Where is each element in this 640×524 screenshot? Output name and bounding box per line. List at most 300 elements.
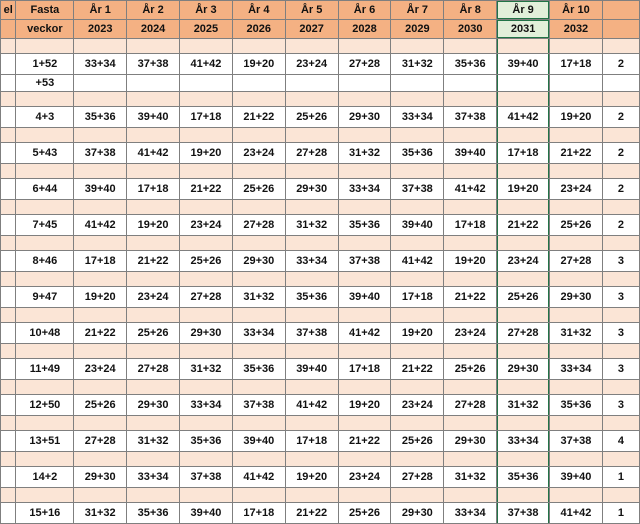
spacer-cell[interactable] xyxy=(391,380,444,395)
week-pair-cell[interactable]: 27+28 xyxy=(550,251,603,272)
week-pair-cell[interactable]: 23+24 xyxy=(550,179,603,200)
week-pair-cell[interactable]: 25+26 xyxy=(497,287,550,308)
spacer-cell[interactable] xyxy=(16,200,74,215)
spacer-cell[interactable] xyxy=(16,488,74,503)
header-cell[interactable]: veckor xyxy=(16,20,74,39)
spacer-cell[interactable] xyxy=(127,272,180,287)
spacer-cell[interactable] xyxy=(338,39,391,54)
spacer-cell[interactable] xyxy=(391,308,444,323)
week-pair-cell[interactable]: 37+38 xyxy=(232,395,285,416)
week-pair-cell[interactable]: 41+42 xyxy=(550,503,603,524)
spacer-cell[interactable] xyxy=(127,164,180,179)
spacer-cell[interactable] xyxy=(285,452,338,467)
week-pair-cell[interactable]: 33+34 xyxy=(338,179,391,200)
row-edge-cell[interactable] xyxy=(1,467,16,488)
row-edge-cell[interactable] xyxy=(1,107,16,128)
spacer-cell[interactable] xyxy=(550,380,603,395)
fixed-weeks-cell[interactable]: 6+44 xyxy=(16,179,74,200)
spacer-cell[interactable] xyxy=(180,128,233,143)
spacer-cell[interactable] xyxy=(1,452,16,467)
spacer-cell[interactable] xyxy=(391,272,444,287)
week-pair-cell[interactable]: 31+32 xyxy=(444,467,497,488)
week-pair-cell[interactable]: 27+28 xyxy=(497,323,550,344)
week-pair-cell[interactable]: 33+34 xyxy=(74,54,127,75)
week-pair-cell[interactable]: 17+18 xyxy=(444,215,497,236)
week-pair-cell[interactable]: 37+38 xyxy=(180,467,233,488)
header-cell[interactable]: Fasta xyxy=(16,1,74,20)
week-pair-cell[interactable]: 39+40 xyxy=(338,287,391,308)
spacer-cell[interactable] xyxy=(391,452,444,467)
spacer-cell[interactable] xyxy=(232,308,285,323)
spacer-cell[interactable] xyxy=(497,380,550,395)
spacer-cell[interactable] xyxy=(444,128,497,143)
spacer-cell[interactable] xyxy=(497,92,550,107)
empty-cell[interactable] xyxy=(180,75,233,92)
spacer-cell[interactable] xyxy=(1,344,16,359)
spacer-cell[interactable] xyxy=(127,416,180,431)
spacer-cell[interactable] xyxy=(391,344,444,359)
week-pair-cell[interactable]: 23+24 xyxy=(497,251,550,272)
week-pair-cell[interactable]: 37+38 xyxy=(127,54,180,75)
spacer-cell[interactable] xyxy=(16,452,74,467)
fixed-weeks-cell[interactable]: 14+2 xyxy=(16,467,74,488)
spacer-cell[interactable] xyxy=(127,128,180,143)
spacer-cell[interactable] xyxy=(497,488,550,503)
spacer-cell[interactable] xyxy=(444,416,497,431)
spacer-cell[interactable] xyxy=(127,39,180,54)
week-pair-cell[interactable]: 3 xyxy=(602,251,639,272)
spacer-cell[interactable] xyxy=(497,164,550,179)
fixed-weeks-cell[interactable]: 4+3 xyxy=(16,107,74,128)
fixed-weeks-cell[interactable]: 10+48 xyxy=(16,323,74,344)
week-pair-cell[interactable]: 29+30 xyxy=(74,467,127,488)
spacer-cell[interactable] xyxy=(602,308,639,323)
spacer-cell[interactable] xyxy=(180,164,233,179)
spacer-cell[interactable] xyxy=(338,416,391,431)
row-edge-cell[interactable] xyxy=(1,143,16,164)
spacer-cell[interactable] xyxy=(74,272,127,287)
week-pair-cell[interactable]: 39+40 xyxy=(444,143,497,164)
week-pair-cell[interactable]: 39+40 xyxy=(497,54,550,75)
spacer-cell[interactable] xyxy=(602,272,639,287)
week-pair-cell[interactable]: 41+42 xyxy=(127,143,180,164)
row-edge-cell[interactable] xyxy=(1,251,16,272)
spacer-cell[interactable] xyxy=(550,488,603,503)
week-pair-cell[interactable]: 29+30 xyxy=(497,359,550,380)
spacer-cell[interactable] xyxy=(444,272,497,287)
week-pair-cell[interactable]: 19+20 xyxy=(550,107,603,128)
spacer-cell[interactable] xyxy=(338,308,391,323)
spacer-cell[interactable] xyxy=(16,164,74,179)
spacer-cell[interactable] xyxy=(1,488,16,503)
week-pair-cell[interactable]: 37+38 xyxy=(338,251,391,272)
week-pair-cell[interactable]: 3 xyxy=(602,395,639,416)
week-pair-cell[interactable]: 17+18 xyxy=(338,359,391,380)
spacer-cell[interactable] xyxy=(232,164,285,179)
week-pair-cell[interactable]: 17+18 xyxy=(550,54,603,75)
empty-cell[interactable] xyxy=(444,75,497,92)
fixed-weeks-cell[interactable]: 15+16 xyxy=(16,503,74,524)
week-pair-cell[interactable]: 41+42 xyxy=(338,323,391,344)
week-pair-cell[interactable]: 23+24 xyxy=(285,54,338,75)
header-cell[interactable]: År 7 xyxy=(391,1,444,20)
spacer-cell[interactable] xyxy=(602,416,639,431)
spacer-cell[interactable] xyxy=(232,92,285,107)
spacer-cell[interactable] xyxy=(16,344,74,359)
spacer-cell[interactable] xyxy=(391,200,444,215)
spacer-cell[interactable] xyxy=(74,39,127,54)
row-edge-cell[interactable] xyxy=(1,75,16,92)
empty-cell[interactable] xyxy=(602,75,639,92)
week-pair-cell[interactable]: 3 xyxy=(602,359,639,380)
spacer-cell[interactable] xyxy=(1,416,16,431)
spacer-cell[interactable] xyxy=(1,236,16,251)
spacer-cell[interactable] xyxy=(497,236,550,251)
spacer-cell[interactable] xyxy=(232,128,285,143)
header-cell[interactable]: 2032 xyxy=(550,20,603,39)
spacer-cell[interactable] xyxy=(74,200,127,215)
header-cell[interactable]: 2031 xyxy=(497,20,550,39)
spacer-cell[interactable] xyxy=(497,344,550,359)
week-pair-cell[interactable]: 33+34 xyxy=(232,323,285,344)
week-pair-cell[interactable]: 17+18 xyxy=(74,251,127,272)
week-pair-cell[interactable]: 33+34 xyxy=(444,503,497,524)
week-pair-cell[interactable]: 33+34 xyxy=(497,431,550,452)
week-pair-cell[interactable]: 31+32 xyxy=(497,395,550,416)
week-pair-cell[interactable]: 21+22 xyxy=(338,431,391,452)
spacer-cell[interactable] xyxy=(16,272,74,287)
spacer-cell[interactable] xyxy=(180,272,233,287)
spacer-cell[interactable] xyxy=(74,164,127,179)
week-pair-cell[interactable]: 19+20 xyxy=(232,54,285,75)
row-edge-cell[interactable] xyxy=(1,287,16,308)
spacer-cell[interactable] xyxy=(444,452,497,467)
spacer-cell[interactable] xyxy=(444,344,497,359)
spacer-cell[interactable] xyxy=(74,416,127,431)
week-pair-cell[interactable]: 39+40 xyxy=(180,503,233,524)
spacer-cell[interactable] xyxy=(497,416,550,431)
header-cell[interactable]: 2026 xyxy=(232,20,285,39)
spacer-cell[interactable] xyxy=(285,308,338,323)
spacer-cell[interactable] xyxy=(16,236,74,251)
spacer-cell[interactable] xyxy=(338,128,391,143)
spacer-cell[interactable] xyxy=(338,272,391,287)
spacer-cell[interactable] xyxy=(391,164,444,179)
spacer-cell[interactable] xyxy=(444,92,497,107)
week-pair-cell[interactable]: 2 xyxy=(602,143,639,164)
week-pair-cell[interactable]: 23+24 xyxy=(180,215,233,236)
spacer-cell[interactable] xyxy=(391,128,444,143)
spacer-cell[interactable] xyxy=(550,272,603,287)
week-pair-cell[interactable]: 39+40 xyxy=(127,107,180,128)
week-pair-cell[interactable]: 39+40 xyxy=(285,359,338,380)
spacer-cell[interactable] xyxy=(338,380,391,395)
spacer-cell[interactable] xyxy=(602,128,639,143)
week-pair-cell[interactable]: 2 xyxy=(602,215,639,236)
week-pair-cell[interactable]: 33+34 xyxy=(127,467,180,488)
spacer-cell[interactable] xyxy=(1,308,16,323)
spacer-cell[interactable] xyxy=(550,128,603,143)
week-pair-cell[interactable]: 17+18 xyxy=(127,179,180,200)
spacer-cell[interactable] xyxy=(285,92,338,107)
week-pair-cell[interactable]: 31+32 xyxy=(74,503,127,524)
spacer-cell[interactable] xyxy=(602,380,639,395)
header-cell[interactable]: År 1 xyxy=(74,1,127,20)
spacer-cell[interactable] xyxy=(285,416,338,431)
week-pair-cell[interactable]: 37+38 xyxy=(391,179,444,200)
row-edge-cell[interactable] xyxy=(1,323,16,344)
spacer-cell[interactable] xyxy=(127,380,180,395)
week-pair-cell[interactable]: 21+22 xyxy=(550,143,603,164)
week-pair-cell[interactable]: 23+24 xyxy=(338,467,391,488)
week-pair-cell[interactable]: 35+36 xyxy=(497,467,550,488)
spacer-cell[interactable] xyxy=(602,92,639,107)
spacer-cell[interactable] xyxy=(550,39,603,54)
header-cell[interactable]: År 4 xyxy=(232,1,285,20)
row-edge-cell[interactable] xyxy=(1,431,16,452)
week-pair-cell[interactable]: 2 xyxy=(602,54,639,75)
spacer-cell[interactable] xyxy=(602,452,639,467)
spacer-cell[interactable] xyxy=(74,488,127,503)
week-pair-cell[interactable]: 37+38 xyxy=(444,107,497,128)
spacer-cell[interactable] xyxy=(127,344,180,359)
week-pair-cell[interactable]: 41+42 xyxy=(391,251,444,272)
week-pair-cell[interactable]: 41+42 xyxy=(74,215,127,236)
row-edge-cell[interactable] xyxy=(1,179,16,200)
week-pair-cell[interactable]: 23+24 xyxy=(232,143,285,164)
week-pair-cell[interactable]: 21+22 xyxy=(127,251,180,272)
spacer-cell[interactable] xyxy=(285,39,338,54)
week-pair-cell[interactable]: 29+30 xyxy=(232,251,285,272)
header-cell[interactable]: 2029 xyxy=(391,20,444,39)
week-pair-cell[interactable]: 35+36 xyxy=(127,503,180,524)
week-pair-cell[interactable]: 29+30 xyxy=(285,179,338,200)
week-pair-cell[interactable]: 27+28 xyxy=(74,431,127,452)
week-pair-cell[interactable]: 37+38 xyxy=(550,431,603,452)
week-pair-cell[interactable]: 19+20 xyxy=(74,287,127,308)
row-edge-cell[interactable] xyxy=(1,215,16,236)
spacer-cell[interactable] xyxy=(127,92,180,107)
spacer-cell[interactable] xyxy=(232,39,285,54)
spacer-cell[interactable] xyxy=(391,39,444,54)
week-pair-cell[interactable]: 3 xyxy=(602,287,639,308)
spacer-cell[interactable] xyxy=(74,308,127,323)
week-pair-cell[interactable]: 39+40 xyxy=(391,215,444,236)
row-edge-cell[interactable] xyxy=(1,359,16,380)
spacer-cell[interactable] xyxy=(285,380,338,395)
spacer-cell[interactable] xyxy=(338,200,391,215)
week-pair-cell[interactable]: 35+36 xyxy=(180,431,233,452)
spacer-cell[interactable] xyxy=(180,488,233,503)
spacer-cell[interactable] xyxy=(338,488,391,503)
week-pair-cell[interactable]: 37+38 xyxy=(285,323,338,344)
spacer-cell[interactable] xyxy=(180,380,233,395)
spacer-cell[interactable] xyxy=(16,128,74,143)
week-pair-cell[interactable]: 27+28 xyxy=(180,287,233,308)
spacer-cell[interactable] xyxy=(1,39,16,54)
week-pair-cell[interactable]: 37+38 xyxy=(74,143,127,164)
spacer-cell[interactable] xyxy=(497,200,550,215)
spacer-cell[interactable] xyxy=(285,128,338,143)
week-pair-cell[interactable]: 25+26 xyxy=(74,395,127,416)
spacer-cell[interactable] xyxy=(1,272,16,287)
spacer-cell[interactable] xyxy=(285,272,338,287)
week-pair-cell[interactable]: 29+30 xyxy=(338,107,391,128)
header-cell[interactable]: 2023 xyxy=(74,20,127,39)
week-pair-cell[interactable]: 1 xyxy=(602,503,639,524)
week-pair-cell[interactable]: 19+20 xyxy=(180,143,233,164)
week-pair-cell[interactable]: 29+30 xyxy=(180,323,233,344)
fixed-weeks-cell[interactable]: 1+52 xyxy=(16,54,74,75)
week-pair-cell[interactable]: 21+22 xyxy=(391,359,444,380)
spacer-cell[interactable] xyxy=(1,128,16,143)
spacer-cell[interactable] xyxy=(497,308,550,323)
spacer-cell[interactable] xyxy=(497,128,550,143)
week-pair-cell[interactable]: 33+34 xyxy=(391,107,444,128)
spacer-cell[interactable] xyxy=(16,92,74,107)
week-pair-cell[interactable]: 35+36 xyxy=(285,287,338,308)
week-pair-cell[interactable]: 41+42 xyxy=(232,467,285,488)
fixed-weeks-cell[interactable]: 11+49 xyxy=(16,359,74,380)
spacer-cell[interactable] xyxy=(602,39,639,54)
week-pair-cell[interactable]: 29+30 xyxy=(550,287,603,308)
header-cell[interactable] xyxy=(602,20,639,39)
spacer-cell[interactable] xyxy=(444,164,497,179)
week-pair-cell[interactable]: 25+26 xyxy=(391,431,444,452)
spacer-cell[interactable] xyxy=(391,416,444,431)
week-pair-cell[interactable]: 31+32 xyxy=(285,215,338,236)
spacer-cell[interactable] xyxy=(550,200,603,215)
week-pair-cell[interactable]: 1 xyxy=(602,467,639,488)
spacer-cell[interactable] xyxy=(180,308,233,323)
week-pair-cell[interactable]: 27+28 xyxy=(232,215,285,236)
spacer-cell[interactable] xyxy=(550,236,603,251)
week-pair-cell[interactable]: 23+24 xyxy=(127,287,180,308)
header-cell[interactable]: År 8 xyxy=(444,1,497,20)
spacer-cell[interactable] xyxy=(16,308,74,323)
spacer-cell[interactable] xyxy=(497,272,550,287)
spacer-cell[interactable] xyxy=(338,344,391,359)
header-cell[interactable]: År 3 xyxy=(180,1,233,20)
header-cell[interactable]: År 9 xyxy=(497,1,550,20)
spacer-cell[interactable] xyxy=(285,488,338,503)
week-pair-cell[interactable]: 27+28 xyxy=(391,467,444,488)
spacer-cell[interactable] xyxy=(1,92,16,107)
empty-cell[interactable] xyxy=(391,75,444,92)
week-pair-cell[interactable]: 4 xyxy=(602,431,639,452)
spacer-cell[interactable] xyxy=(180,236,233,251)
spacer-cell[interactable] xyxy=(232,344,285,359)
week-pair-cell[interactable]: 35+36 xyxy=(550,395,603,416)
week-pair-cell[interactable]: 25+26 xyxy=(444,359,497,380)
spacer-cell[interactable] xyxy=(602,488,639,503)
spacer-cell[interactable] xyxy=(127,452,180,467)
spacer-cell[interactable] xyxy=(74,128,127,143)
header-cell[interactable]: 2024 xyxy=(127,20,180,39)
spacer-cell[interactable] xyxy=(285,164,338,179)
spacer-cell[interactable] xyxy=(180,92,233,107)
spacer-cell[interactable] xyxy=(232,200,285,215)
spacer-cell[interactable] xyxy=(391,92,444,107)
spacer-cell[interactable] xyxy=(232,452,285,467)
spacer-cell[interactable] xyxy=(602,344,639,359)
week-pair-cell[interactable]: 23+24 xyxy=(444,323,497,344)
spacer-cell[interactable] xyxy=(74,92,127,107)
week-pair-cell[interactable]: 39+40 xyxy=(550,467,603,488)
spacer-cell[interactable] xyxy=(232,272,285,287)
week-pair-cell[interactable]: 21+22 xyxy=(232,107,285,128)
spacer-cell[interactable] xyxy=(127,488,180,503)
header-cell[interactable]: el xyxy=(1,1,16,20)
spacer-cell[interactable] xyxy=(550,92,603,107)
spacer-cell[interactable] xyxy=(444,380,497,395)
spacer-cell[interactable] xyxy=(74,380,127,395)
week-pair-cell[interactable]: 33+34 xyxy=(285,251,338,272)
spacer-cell[interactable] xyxy=(338,236,391,251)
header-cell[interactable] xyxy=(1,20,16,39)
week-pair-cell[interactable]: 29+30 xyxy=(444,431,497,452)
spacer-cell[interactable] xyxy=(127,308,180,323)
week-pair-cell[interactable]: 29+30 xyxy=(127,395,180,416)
spacer-cell[interactable] xyxy=(497,452,550,467)
spacer-cell[interactable] xyxy=(444,308,497,323)
spacer-cell[interactable] xyxy=(232,488,285,503)
spacer-cell[interactable] xyxy=(16,416,74,431)
week-pair-cell[interactable]: 31+32 xyxy=(180,359,233,380)
week-pair-cell[interactable]: 23+24 xyxy=(74,359,127,380)
empty-cell[interactable] xyxy=(338,75,391,92)
spacer-cell[interactable] xyxy=(550,416,603,431)
week-pair-cell[interactable]: 21+22 xyxy=(180,179,233,200)
spacer-cell[interactable] xyxy=(444,39,497,54)
week-pair-cell[interactable]: 35+36 xyxy=(74,107,127,128)
week-pair-cell[interactable]: 31+32 xyxy=(338,143,391,164)
spacer-cell[interactable] xyxy=(602,164,639,179)
header-cell[interactable]: 2030 xyxy=(444,20,497,39)
spacer-cell[interactable] xyxy=(602,200,639,215)
spacer-cell[interactable] xyxy=(285,200,338,215)
spacer-cell[interactable] xyxy=(550,344,603,359)
week-pair-cell[interactable]: 41+42 xyxy=(180,54,233,75)
row-edge-cell[interactable] xyxy=(1,395,16,416)
header-cell[interactable]: År 2 xyxy=(127,1,180,20)
empty-cell[interactable] xyxy=(550,75,603,92)
spacer-cell[interactable] xyxy=(338,92,391,107)
spacer-cell[interactable] xyxy=(1,164,16,179)
spacer-cell[interactable] xyxy=(391,488,444,503)
week-pair-cell[interactable]: 25+26 xyxy=(180,251,233,272)
spacer-cell[interactable] xyxy=(444,200,497,215)
spacer-cell[interactable] xyxy=(1,380,16,395)
fixed-weeks-extra-cell[interactable]: +53 xyxy=(16,75,74,92)
week-pair-cell[interactable]: 27+28 xyxy=(338,54,391,75)
week-pair-cell[interactable]: 19+20 xyxy=(444,251,497,272)
row-edge-cell[interactable] xyxy=(1,503,16,524)
week-pair-cell[interactable]: 31+32 xyxy=(391,54,444,75)
week-pair-cell[interactable]: 31+32 xyxy=(550,323,603,344)
empty-cell[interactable] xyxy=(497,75,550,92)
spacer-cell[interactable] xyxy=(180,200,233,215)
spacer-cell[interactable] xyxy=(550,164,603,179)
week-pair-cell[interactable]: 21+22 xyxy=(497,215,550,236)
fixed-weeks-cell[interactable]: 9+47 xyxy=(16,287,74,308)
week-pair-cell[interactable]: 23+24 xyxy=(391,395,444,416)
week-pair-cell[interactable]: 41+42 xyxy=(285,395,338,416)
fixed-weeks-cell[interactable]: 8+46 xyxy=(16,251,74,272)
week-pair-cell[interactable]: 19+20 xyxy=(127,215,180,236)
header-cell[interactable] xyxy=(602,1,639,20)
week-pair-cell[interactable]: 19+20 xyxy=(497,179,550,200)
